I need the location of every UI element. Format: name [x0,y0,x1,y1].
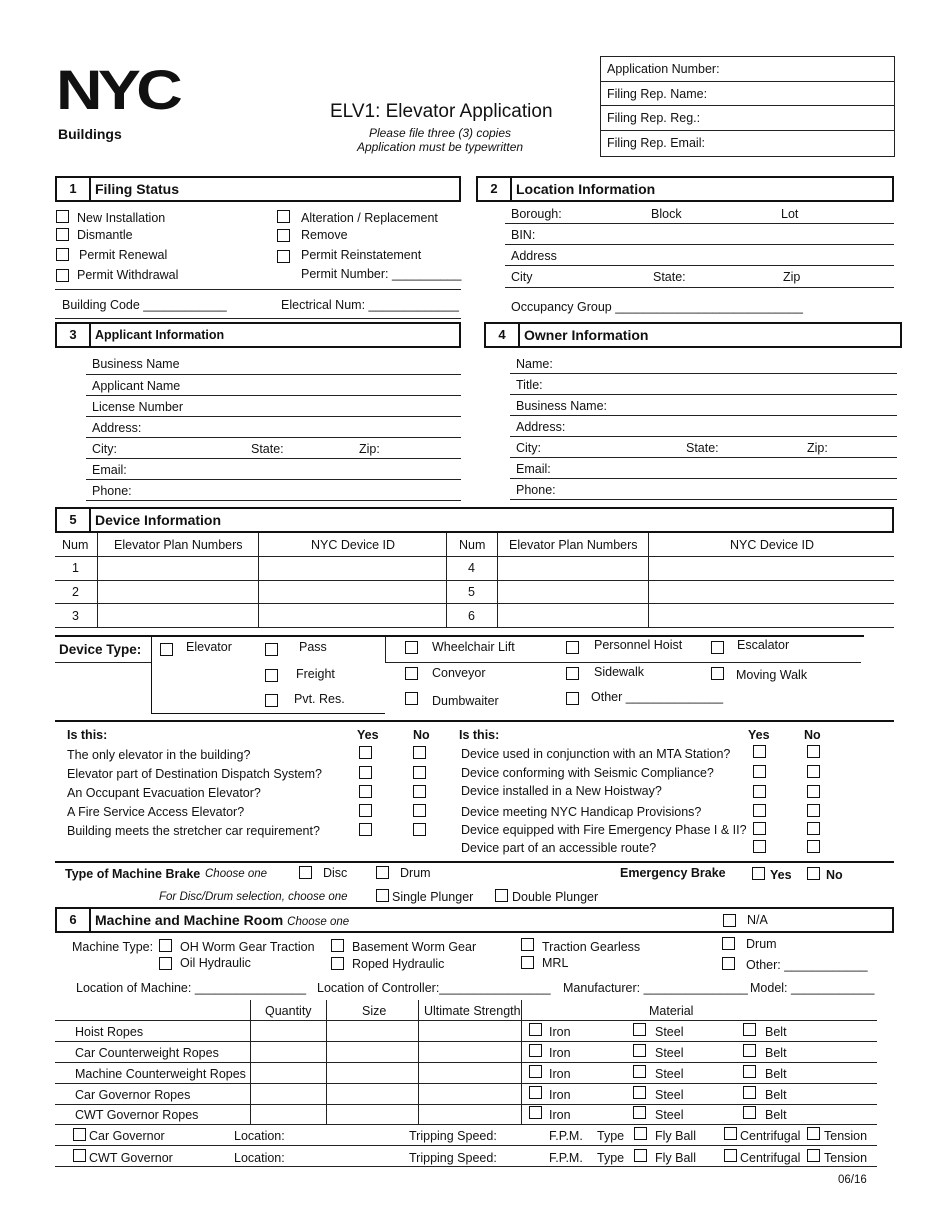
question-only-elevator: The only elevator in the building? [67,748,251,762]
no-checkbox[interactable] [807,822,820,835]
mrl-checkbox[interactable] [521,956,534,969]
quantity-header: Quantity [265,1004,312,1018]
device-id-header: NYC Device ID [311,538,396,552]
section-title: Device Information [95,512,222,528]
pass-label: Pass [299,640,327,654]
question-seismic: Device conforming with Seismic Compliance? [461,766,714,780]
steel-checkbox[interactable] [633,1065,646,1078]
car-governor-checkbox[interactable] [73,1128,86,1141]
form-title: ELV1: Elevator Application [330,101,553,122]
owner-title-field[interactable]: Title: [516,378,543,392]
applicant-state-field[interactable]: State: [251,442,284,456]
device-plan-header-2: Elevator Plan Numbers [509,538,638,552]
filing-rep-name-field[interactable]: Filing Rep. Name: [601,82,894,107]
pass-checkbox[interactable] [265,643,278,656]
question-accessible-route: Device part of an accessible route? [461,841,657,855]
oil-hydraulic-label: Oil Hydraulic [180,956,251,970]
device-num-header-2: Num [459,538,486,552]
rope-row-label: Hoist Ropes [75,1025,144,1039]
block-field[interactable]: Block [651,207,682,221]
steel-label: Steel [655,1108,684,1122]
emergency-brake-yes-checkbox[interactable] [752,867,765,880]
belt-checkbox[interactable] [743,1044,756,1057]
question-fire-service: A Fire Service Access Elevator? [67,805,245,819]
model-field[interactable]: Model: ____________ [750,981,875,995]
steel-checkbox[interactable] [633,1023,646,1036]
applicant-email-field[interactable]: Email: [92,463,127,477]
applicant-address-field[interactable]: Address: [92,421,142,435]
remove-label: Remove [301,228,348,242]
device-row-num: 6 [468,609,475,623]
section-number: 2 [478,178,512,200]
tension-label: Tension [824,1151,868,1165]
application-number-field[interactable]: Application Number: [601,57,894,82]
form-subtitle-typewritten: Application must be typewritten [356,140,524,154]
wheelchair-lift-checkbox[interactable] [405,641,418,654]
permit-renewal-checkbox[interactable] [56,248,69,261]
no-header-right: No [804,728,821,742]
centrifugal-checkbox[interactable] [724,1149,737,1162]
section-5-header [55,507,894,533]
permit-reinstatement-checkbox[interactable] [277,250,290,263]
drum-brake-label: Drum [400,866,431,880]
tension-checkbox[interactable] [807,1127,820,1140]
tension-label: Tension [824,1129,868,1143]
dumbwaiter-label: Dumbwaiter [432,694,499,708]
machine-type-label: Machine Type: [72,940,154,954]
yes-checkbox[interactable] [359,823,372,836]
fly-ball-label: Fly Ball [655,1151,696,1165]
alteration-checkbox[interactable] [277,210,290,223]
device-plan-header: Elevator Plan Numbers [114,538,243,552]
yes-checkbox[interactable] [359,746,372,759]
section-number: 4 [486,324,520,346]
yes-checkbox[interactable] [753,804,766,817]
is-this-label: Is this: [67,728,108,742]
section-number: 1 [57,178,91,200]
escalator-checkbox[interactable] [711,641,724,654]
traction-gearless-label: Traction Gearless [542,940,641,954]
ultimate-strength-header: Ultimate Strength [424,1004,521,1018]
oh-worm-gear-checkbox[interactable] [159,939,172,952]
iron-checkbox[interactable] [529,1086,542,1099]
bin-field[interactable]: BIN: [511,228,536,242]
cwt-governor-fpm: F.P.M. [549,1151,583,1165]
location-of-controller-field[interactable]: Location of Controller:________________ [317,981,551,995]
drum-brake-checkbox[interactable] [376,866,389,879]
filing-rep-email-field[interactable]: Filing Rep. Email: [607,136,705,151]
applicant-name-field[interactable]: Applicant Name [92,379,181,393]
owner-state-field[interactable]: State: [686,441,719,455]
double-plunger-checkbox[interactable] [495,889,508,902]
cwt-governor-location-field[interactable]: Location: [234,1151,285,1165]
form-version: 06/16 [838,1174,867,1186]
iron-checkbox[interactable] [529,1044,542,1057]
steel-checkbox[interactable] [633,1044,646,1057]
owner-business-name-field[interactable]: Business Name: [516,399,608,413]
section-1-header [55,176,461,202]
freight-checkbox[interactable] [265,669,278,682]
conveyor-label: Conveyor [432,666,486,680]
device-num-header: Num [62,538,89,552]
yes-header: Yes [357,728,379,742]
personnel-hoist-label: Personnel Hoist [594,638,683,652]
logo-sub: Buildings [58,126,122,142]
elevator-label: Elevator [186,640,232,654]
section-title: Owner Information [524,327,649,343]
no-checkbox[interactable] [413,785,426,798]
moving-walk-checkbox[interactable] [711,667,724,680]
iron-label: Iron [549,1108,571,1122]
other-machine-checkbox[interactable] [722,957,735,970]
yes-checkbox[interactable] [359,766,372,779]
alteration-label: Alteration / Replacement [301,211,438,225]
question-occupant-evacuation: An Occupant Evacuation Elevator? [67,786,261,800]
conveyor-checkbox[interactable] [405,667,418,680]
rope-row-label: Car Counterweight Ropes [75,1046,219,1060]
question-new-hoistway: Device installed in a New Hoistway? [461,784,662,798]
section-4-header [484,322,902,348]
drum-machine-label: Drum [746,937,777,951]
no-checkbox[interactable] [413,746,426,759]
applicant-phone-field[interactable]: Phone: [92,484,132,498]
device-row-num: 3 [72,609,79,623]
owner-name-field[interactable]: Name: [516,357,553,371]
dumbwaiter-checkbox[interactable] [405,692,418,705]
emergency-brake-no-label: No [826,868,843,882]
iron-label: Iron [549,1088,571,1102]
section-2-header [476,176,894,202]
lot-field[interactable]: Lot [781,207,799,221]
device-row-num: 5 [468,585,475,599]
car-governor-label: Car Governor [89,1129,165,1143]
moving-walk-label: Moving Walk [736,668,808,682]
single-plunger-checkbox[interactable] [376,889,389,902]
yes-checkbox[interactable] [753,745,766,758]
device-row-num: 4 [468,561,475,575]
escalator-label: Escalator [737,638,790,652]
tension-checkbox[interactable] [807,1149,820,1162]
location-city-field[interactable]: City [511,270,533,284]
no-checkbox[interactable] [807,785,820,798]
car-governor-tripping-field[interactable]: Tripping Speed: [409,1129,497,1143]
device-type-label: Device Type: [59,642,142,657]
material-header: Material [649,1004,694,1018]
cwt-governor-label: CWT Governor [89,1151,173,1165]
dismantle-label: Dismantle [77,228,133,242]
section-title [95,909,349,933]
sidewalk-label: Sidewalk [594,665,645,679]
section-title: Filing Status [95,181,179,197]
basement-worm-gear-checkbox[interactable] [331,939,344,952]
device-row-num: 2 [72,585,79,599]
remove-checkbox[interactable] [277,229,290,242]
no-checkbox[interactable] [413,766,426,779]
yes-header-right: Yes [748,728,770,742]
belt-label: Belt [765,1046,787,1060]
permit-withdrawal-checkbox[interactable] [56,269,69,282]
iron-checkbox[interactable] [529,1065,542,1078]
car-governor-type: Type [597,1129,625,1143]
roped-hydraulic-label: Roped Hydraulic [352,957,445,971]
disc-brake-checkbox[interactable] [299,866,312,879]
yes-checkbox[interactable] [753,822,766,835]
section-title-text: Machine and Machine Room [95,912,284,928]
cwt-governor-type: Type [597,1151,625,1165]
question-mta-station: Device used in conjunction with an MTA Station? [461,747,731,761]
applicant-zip-field[interactable]: Zip: [359,442,380,456]
traction-gearless-checkbox[interactable] [521,938,534,951]
steel-label: Steel [655,1046,684,1060]
section-choose: Choose one [287,916,350,928]
no-checkbox[interactable] [413,823,426,836]
yes-checkbox[interactable] [359,785,372,798]
license-number-field[interactable]: License Number [92,400,184,414]
rope-row-label: CWT Governor Ropes [75,1108,199,1122]
yes-checkbox[interactable] [753,840,766,853]
basement-worm-gear-label: Basement Worm Gear [352,940,477,954]
is-this-label-right: Is this: [459,728,500,742]
question-handicap: Device meeting NYC Handicap Provisions? [461,805,702,819]
owner-email-field[interactable]: Email: [516,462,551,476]
pvt-res-label: Pvt. Res. [294,692,345,706]
applicant-business-name-field[interactable]: Business Name [92,357,180,371]
car-governor-fpm: F.P.M. [549,1129,583,1143]
section-number: 3 [57,324,91,346]
section-title: Applicant Information [95,328,225,342]
question-stretcher-car: Building meets the stretcher car requirement? [67,824,320,838]
car-governor-location-field[interactable]: Location: [234,1129,285,1143]
logo-letters: NYC [56,58,179,121]
emergency-brake-yes-label: Yes [770,868,792,882]
other-device-field[interactable]: Other ______________ [591,690,724,704]
owner-address-field[interactable]: Address: [516,420,566,434]
device-id-header-2: NYC Device ID [730,538,815,552]
belt-checkbox[interactable] [743,1065,756,1078]
permit-withdrawal-label: Permit Withdrawal [77,268,179,282]
single-plunger-label: Single Plunger [392,890,474,904]
belt-checkbox[interactable] [743,1106,756,1119]
iron-label: Iron [549,1025,571,1039]
machine-brake-choose: Choose one [205,868,268,880]
section-number: 6 [57,909,91,931]
drum-machine-checkbox[interactable] [722,937,735,950]
steel-label: Steel [655,1088,684,1102]
na-label: N/A [747,913,768,927]
new-installation-checkbox[interactable] [56,210,69,223]
electrical-num-field[interactable]: Electrical Num: _____________ [281,298,459,312]
section-3-header [55,322,461,348]
na-checkbox[interactable] [723,914,736,927]
machine-brake-label: Type of Machine Brake [65,867,201,881]
iron-checkbox[interactable] [529,1106,542,1119]
belt-checkbox[interactable] [743,1086,756,1099]
device-row-num: 1 [72,561,79,575]
building-code-field[interactable]: Building Code ____________ [62,298,227,312]
no-checkbox[interactable] [807,765,820,778]
applicant-city-field[interactable]: City: [92,442,117,456]
centrifugal-label: Centrifugal [740,1151,801,1165]
personnel-hoist-checkbox[interactable] [566,641,579,654]
belt-checkbox[interactable] [743,1023,756,1036]
mrl-label: MRL [542,956,569,970]
permit-reinstatement-label: Permit Reinstatement [301,248,422,262]
section-6-header [55,907,894,933]
disc-drum-note: For Disc/Drum selection, choose one [159,891,348,903]
new-installation-label: New Installation [77,211,166,225]
fly-ball-checkbox[interactable] [634,1149,647,1162]
location-zip-field[interactable]: Zip [783,270,801,284]
other-device-checkbox[interactable] [566,692,579,705]
location-address-field[interactable]: Address [511,249,557,263]
no-checkbox[interactable] [807,745,820,758]
pvt-res-checkbox[interactable] [265,694,278,707]
owner-phone-field[interactable]: Phone: [516,483,556,497]
permit-renewal-label: Permit Renewal [79,248,168,262]
fly-ball-checkbox[interactable] [634,1127,647,1140]
belt-label: Belt [765,1067,787,1081]
owner-city-field[interactable]: City: [516,441,541,455]
steel-label: Steel [655,1025,684,1039]
steel-checkbox[interactable] [633,1106,646,1119]
centrifugal-label: Centrifugal [740,1129,801,1143]
occupancy-group-field[interactable]: Occupancy Group ___________________________ [511,300,803,314]
borough-field[interactable]: Borough: [511,207,562,221]
manufacturer-field[interactable]: Manufacturer: _______________ [563,981,748,995]
no-checkbox[interactable] [413,804,426,817]
no-checkbox[interactable] [807,804,820,817]
cwt-governor-tripping-field[interactable]: Tripping Speed: [409,1151,497,1165]
yes-checkbox[interactable] [753,765,766,778]
iron-label: Iron [549,1046,571,1060]
emergency-brake-no-checkbox[interactable] [807,867,820,880]
rope-row-label: Machine Counterweight Ropes [75,1067,246,1081]
rope-row-label: Car Governor Ropes [75,1088,191,1102]
belt-label: Belt [765,1088,787,1102]
centrifugal-checkbox[interactable] [724,1127,737,1140]
permit-number-field[interactable]: Permit Number: __________ [301,267,462,281]
oh-worm-gear-label: OH Worm Gear Traction [180,940,315,954]
belt-label: Belt [765,1108,787,1122]
steel-label: Steel [655,1067,684,1081]
size-header: Size [362,1004,387,1018]
cwt-governor-checkbox[interactable] [73,1149,86,1162]
yes-checkbox[interactable] [359,804,372,817]
steel-checkbox[interactable] [633,1086,646,1099]
location-of-machine-field[interactable]: Location of Machine: ________________ [76,981,307,995]
question-fire-emergency: Device equipped with Fire Emergency Phase I & II? [461,823,747,837]
elevator-checkbox[interactable] [160,643,173,656]
other-machine-field[interactable]: Other: ____________ [746,958,868,972]
filing-rep-reg-field[interactable]: Filing Rep. Reg.: [601,106,894,131]
wheelchair-lift-label: Wheelchair Lift [432,640,515,654]
disc-brake-label: Disc [323,866,348,880]
form-subtitle-copies: Please file three (3) copies [368,126,512,140]
dismantle-checkbox[interactable] [56,228,69,241]
owner-zip-field[interactable]: Zip: [807,441,828,455]
question-destination-dispatch: Elevator part of Destination Dispatch System? [67,767,322,781]
no-checkbox[interactable] [807,840,820,853]
oil-hydraulic-checkbox[interactable] [159,957,172,970]
fly-ball-label: Fly Ball [655,1129,696,1143]
iron-checkbox[interactable] [529,1023,542,1036]
double-plunger-label: Double Plunger [512,890,599,904]
no-header: No [413,728,430,742]
section-number: 5 [57,509,91,531]
iron-label: Iron [549,1067,571,1081]
application-info-box [600,56,895,157]
roped-hydraulic-checkbox[interactable] [331,957,344,970]
location-state-field[interactable]: State: [653,270,686,284]
yes-checkbox[interactable] [753,785,766,798]
freight-label: Freight [296,667,335,681]
section-title: Location Information [516,181,656,197]
belt-label: Belt [765,1025,787,1039]
sidewalk-checkbox[interactable] [566,667,579,680]
emergency-brake-label: Emergency Brake [620,866,726,880]
